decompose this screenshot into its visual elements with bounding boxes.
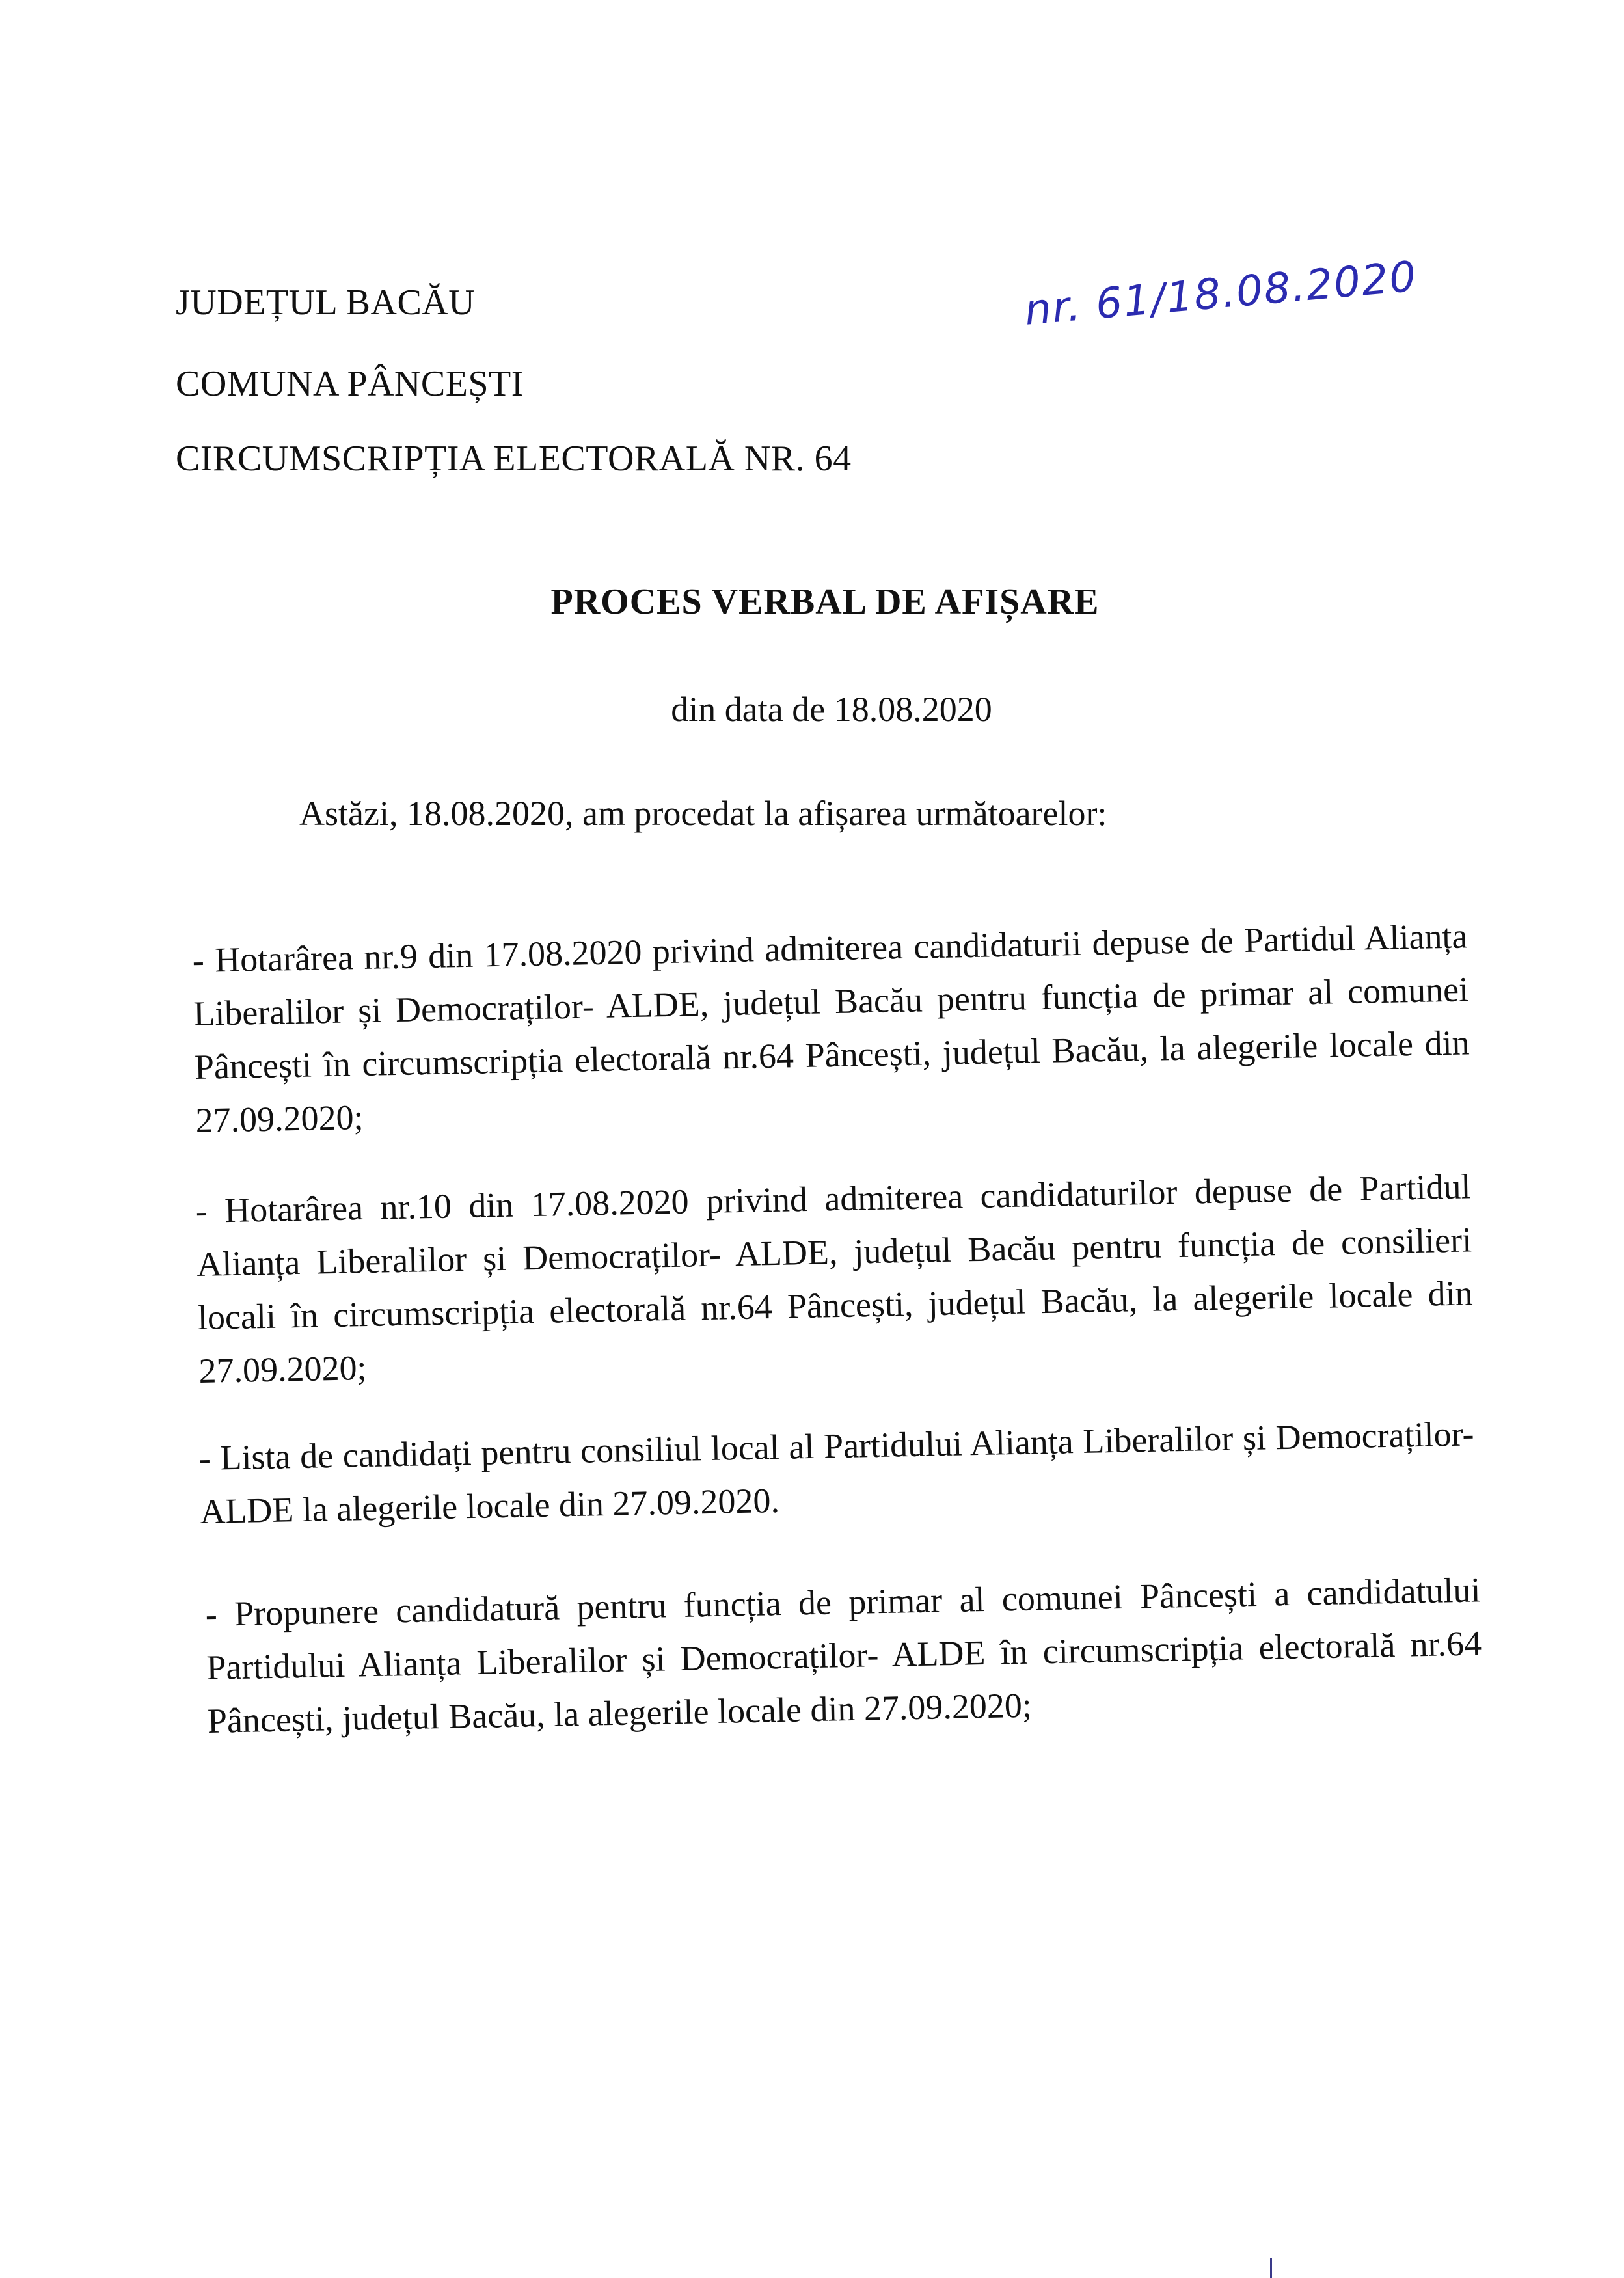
list-item: - Propunere candidatură pentru funcția de primar al comunei Pâncești a candidatului Partidului Alianța Liberalilor și Democraților- ALDE în circumscripția electorală nr.64 Pâncești, județul Bacău, la alegerile locale din 27.09.2020; xyxy=(205,1570,1482,1741)
document-date: din data de 18.08.2020 xyxy=(671,690,992,729)
handwritten-registration-number: nr. 61/18.08.2020 xyxy=(1022,252,1420,335)
list-item: - Hotarârea nr.9 din 17.08.2020 privind admiterea candidaturii depuse de Partidul Alianța Liberalilor și Democraților- ALDE, județul Bacău pentru funcția de primar al comunei Pâncești în circumscripția electorală nr.64 Pâncești, județul Bacău, la alegerile locale din 27.09.2020; xyxy=(192,916,1470,1140)
list-item: - Hotarârea nr.10 din 17.08.2020 privind admiterea candidaturilor depuse de Partidul Alianța Liberalilor și Democraților- ALDE, județul Bacău pentru funcția de consilieri locali în circumscripția electorală nr.64 Pâncești, județul Bacău, la alegerile locale din 27.09.2020; xyxy=(195,1167,1474,1390)
intro-paragraph: Astăzi, 18.08.2020, am procedat la afișarea următoarelor: xyxy=(299,794,1107,833)
header-circumscription: CIRCUMSCRIPȚIA ELECTORALĂ NR. 64 xyxy=(176,439,852,479)
header-commune: COMUNA PÂNCEȘTI xyxy=(176,364,524,404)
document-title: PROCES VERBAL DE AFIȘARE xyxy=(550,582,1100,622)
list-item: - Lista de candidați pentru consiliul local al Partidului Alianța Liberalilor și Democraților- ALDE la alegerile locale din 27.09.2020. xyxy=(198,1414,1475,1531)
header-county: JUDEȚUL BACĂU xyxy=(176,282,476,323)
scan-mark xyxy=(1270,2258,1272,2278)
